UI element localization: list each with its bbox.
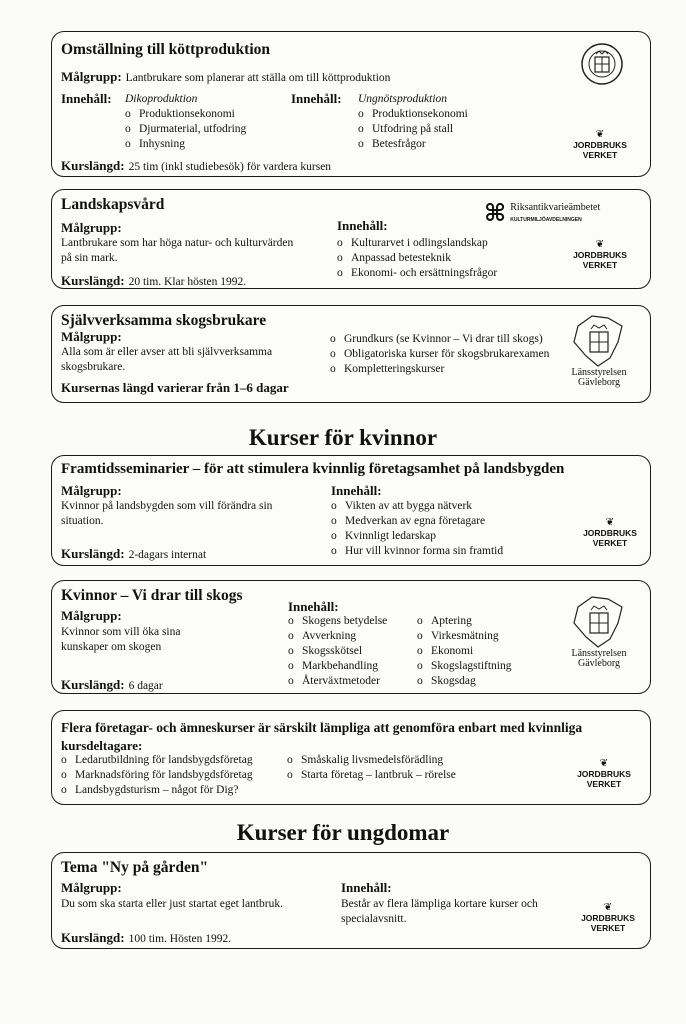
course-box-framtidsseminarier: [51, 455, 651, 566]
list-item: o Grundkurs (se Kvinnor – Vi drar till skogs): [330, 332, 549, 347]
course-length-row: [61, 929, 231, 947]
content-col2-list: [358, 107, 468, 152]
target-group-row: [61, 68, 390, 86]
jordbruksverket-logo: [580, 903, 636, 933]
content-label: Innehåll:: [288, 599, 339, 614]
course-length-row: [61, 676, 163, 694]
course-length-label: Kurslängd:: [61, 930, 125, 945]
list-item: o Kompletteringskurser: [330, 362, 549, 377]
target-group-text: [61, 499, 272, 529]
leaf-icon: ❦: [599, 758, 609, 769]
target-group-text: [61, 345, 272, 375]
target-group-label: Målgrupp:: [61, 329, 122, 344]
course-box-landskapsvard: [51, 189, 651, 289]
content-label: Innehåll:: [341, 880, 392, 895]
list-item: o Återväxtmetoder: [288, 674, 387, 689]
lansstyrelsen-logo: [564, 312, 634, 398]
logo-text-line: VERKET: [582, 260, 618, 270]
jordbruksverket-logo: [576, 759, 632, 789]
list-item: o Småskalig livsmedelsförädling: [287, 753, 456, 768]
list-item: o Produktionsekonomi: [125, 107, 246, 122]
list-item: o Ekonomi: [417, 644, 512, 659]
course-length-label: Kurslängd:: [61, 546, 125, 561]
target-group-text: [61, 625, 180, 655]
course-box-ny-pa-garden: [51, 852, 651, 949]
text-line: Kvinnor på landsbygden som vill förändra sin: [61, 500, 273, 512]
target-group-text: Lantbrukare som planerar att ställa om till köttproduktion: [125, 72, 391, 84]
course-title: Självverksamma skogsbrukare: [61, 312, 267, 329]
logo-text-line: Gävleborg: [577, 377, 621, 388]
logo-text-line: VERKET: [582, 150, 618, 160]
text-line: skogsbrukare.: [61, 361, 126, 373]
content-list: [330, 332, 549, 377]
content-list: [337, 236, 497, 281]
content-label: Innehåll:: [331, 483, 382, 498]
jordbruksverket-logo: [582, 518, 638, 548]
leaf-icon: ❦: [605, 517, 615, 528]
list-item: o Hur vill kvinnor forma sin framtid: [331, 544, 503, 559]
list-item: o Virkesmätning: [417, 629, 512, 644]
logo-text-line: JORDBRUKS: [583, 528, 637, 538]
course-title: Kvinnor – Vi drar till skogs: [61, 587, 243, 604]
box-title: Flera företagar- och ämneskurser är särskilt lämpliga att genomföra enbart med kvinnliga: [61, 720, 583, 735]
list-item: o Marknadsföring för landsbygdsföretag: [61, 768, 253, 783]
list-item: o Skogens betydelse: [288, 614, 387, 629]
logo-text-line: Riksantikvarieämbetet: [510, 202, 601, 213]
logo-text-line: KULTURMILJÖAVDELNINGEN: [510, 217, 582, 223]
list-item: o Skogsskötsel: [288, 644, 387, 659]
list-item: o Inhysning: [125, 137, 246, 152]
target-group-text: Du som ska starta eller just startat eget lantbruk.: [61, 898, 283, 910]
course-box-skogsbrukare: [51, 305, 651, 403]
content-label: Innehåll:: [61, 91, 112, 106]
course-title: Framtidsseminarier – för att stimulera kvinnlig företagsamhet på landsbygden: [61, 461, 565, 477]
list-item: o Vikten av att bygga nätverk: [331, 499, 503, 514]
content-col1-list: [288, 614, 387, 689]
content-col1-title: Dikoproduktion: [125, 93, 198, 105]
course-box-vi-drar-till-skogs: [51, 580, 651, 694]
leaf-icon: ❦: [595, 129, 605, 140]
logo-text-line: VERKET: [590, 923, 626, 933]
list-item: o Kulturarvet i odlingslandskap: [337, 236, 497, 251]
list-item: o Aptering: [417, 614, 512, 629]
course-length-text: 6 dagar: [128, 680, 163, 692]
list-item: o Landsbygdsturism – något för Dig?: [61, 783, 253, 798]
text-line: på sin mark.: [61, 252, 118, 264]
list-item: o Ekonomi- och ersättningsfrågor: [337, 266, 497, 281]
riksantikvarie-logo: [484, 198, 600, 228]
course-box-flera-kurser: [51, 710, 651, 805]
course-length-label: Kurslängd:: [61, 158, 125, 173]
leaf-icon: ❦: [603, 902, 613, 913]
lansstyrelsen-logo: [564, 593, 634, 679]
text-line: Lantbrukare som har höga natur- och kulturvärden: [61, 237, 294, 249]
course-length-text: 100 tim. Hösten 1992.: [128, 933, 232, 945]
leaf-icon: ❦: [595, 239, 605, 250]
course-length-text: 25 tim (inkl studiebesök) för vardera kursen: [128, 161, 332, 173]
course-length-label: Kurslängd:: [61, 677, 125, 692]
logo-text-line: JORDBRUKS: [573, 250, 627, 260]
jordbruksverket-logo: [572, 130, 628, 160]
course-title: Landskapsvård: [61, 196, 165, 213]
course-title: Tema "Ny på gården": [61, 859, 209, 876]
content-col2-list: [417, 614, 512, 689]
knot-icon: ⌘: [484, 201, 507, 227]
content-list: [331, 499, 503, 559]
list-item: o Ledarutbildning för landsbygdsföretag: [61, 753, 253, 768]
target-group-label: Målgrupp:: [61, 69, 122, 84]
text-line: kunskaper om skogen: [61, 641, 162, 653]
content-col1-list: [125, 107, 246, 152]
course-length-label: Kurslängd:: [61, 273, 125, 288]
logo-text-line: JORDBRUKS: [577, 769, 631, 779]
list-item: o Obligatoriska kurser för skogsbrukarexamen: [330, 347, 549, 362]
logo-text-line: Länsstyrelsen: [571, 367, 627, 378]
list-item: o Markbehandling: [288, 659, 387, 674]
list-item: o Kvinnligt ledarskap: [331, 529, 503, 544]
course-length-text: 2-dagars internat: [128, 549, 207, 561]
logo-text-line: JORDBRUKS: [573, 140, 627, 150]
list-item: o Skogsdag: [417, 674, 512, 689]
course-length-row: [61, 545, 206, 563]
section-heading-kvinnor: Kurser för kvinnor: [248, 425, 438, 450]
course-length-row: [61, 272, 246, 290]
target-group-label: Målgrupp:: [61, 220, 122, 235]
logo-text-line: JORDBRUKS: [581, 913, 635, 923]
logo-text-line: VERKET: [592, 538, 628, 548]
target-group-text: [61, 236, 293, 266]
course-box-kottproduktion: [51, 31, 651, 177]
list-item: o Avverkning: [288, 629, 387, 644]
list-item: o Betesfrågor: [358, 137, 468, 152]
course-col1-list: [61, 753, 253, 798]
target-group-label: Målgrupp:: [61, 483, 122, 498]
list-item: o Anpassad betesteknik: [337, 251, 497, 266]
list-item: o Produktionsekonomi: [358, 107, 468, 122]
course-length-row: [61, 157, 331, 175]
list-item: o Medverkan av egna företagare: [331, 514, 503, 529]
target-group-label: Målgrupp:: [61, 880, 122, 895]
content-text: [341, 897, 538, 927]
list-item: o Skogslagstiftning: [417, 659, 512, 674]
list-item: o Djurmaterial, utfodring: [125, 122, 246, 137]
list-item: o Starta företag – lantbruk – rörelse: [287, 768, 456, 783]
text-line: Kvinnor som vill öka sina: [61, 626, 181, 638]
list-item: o Utfodring på stall: [358, 122, 468, 137]
text-line: situation.: [61, 515, 104, 527]
logo-text: [564, 368, 634, 388]
content-col2-title: Ungnötsproduktion: [358, 93, 448, 105]
jordbruksverket-logo: [572, 240, 628, 270]
target-group-label: Målgrupp:: [61, 608, 122, 623]
content-label: Innehåll:: [337, 218, 388, 233]
course-length-text: Kursernas längd varierar från 1–6 dagar: [61, 380, 289, 395]
course-title: Omställning till köttproduktion: [61, 41, 271, 58]
logo-text-line: Länsstyrelsen: [571, 648, 627, 659]
section-heading-ungdomar: Kurser för ungdomar: [236, 820, 450, 845]
course-col2-list: [287, 753, 456, 783]
text-line: specialavsnitt.: [341, 913, 407, 925]
course-length-text: 20 tim. Klar hösten 1992.: [128, 276, 247, 288]
logo-text-line: Gävleborg: [577, 658, 621, 669]
box-subtitle: kursdeltagare:: [61, 738, 143, 753]
content-label-2: Innehåll:: [291, 91, 342, 106]
slu-seal-logo: [580, 42, 624, 86]
text-line: Alla som är eller avser att bli självverksamma: [61, 346, 273, 358]
text-line: Består av flera lämpliga kortare kurser och: [341, 898, 538, 910]
logo-text: [564, 649, 634, 669]
logo-text-line: VERKET: [586, 779, 622, 789]
